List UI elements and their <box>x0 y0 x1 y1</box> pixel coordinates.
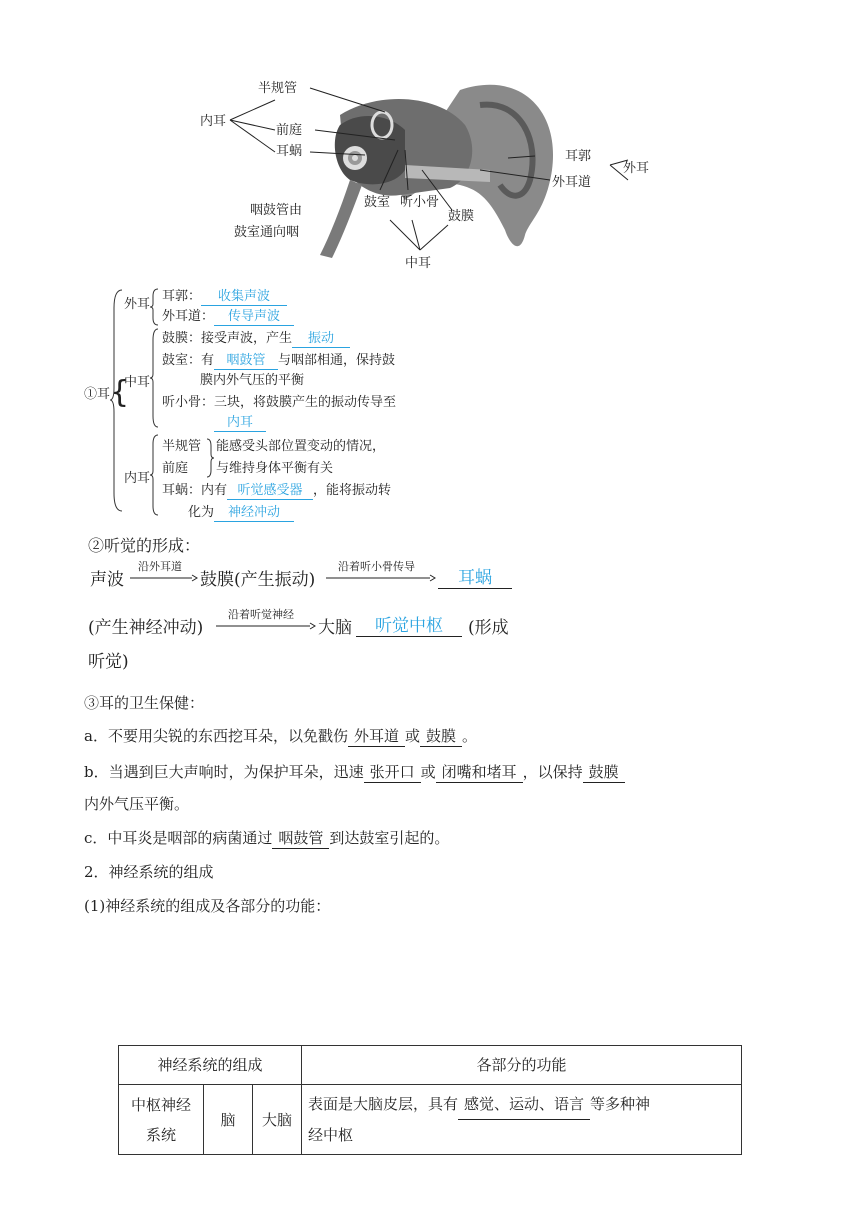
health-c-pre: c．中耳炎是咽部的病菌通过 <box>84 829 273 847</box>
cell-cns <box>119 1085 204 1155</box>
canal-label: 外耳道： <box>162 309 215 324</box>
label-auricle: 耳郭 <box>565 149 592 164</box>
canal-row <box>162 308 294 326</box>
vest-label: 前庭 <box>162 461 189 476</box>
cochlea-answer2: 神经冲动 <box>214 504 294 522</box>
label-eardrum: 鼓膜 <box>448 209 475 224</box>
table-row <box>119 1085 742 1155</box>
cochlea-label: 耳蜗：内有 <box>162 483 228 498</box>
canal-answer: 传导声波 <box>214 308 294 326</box>
func-pre: 表面是大脑皮层，具有 <box>308 1095 459 1113</box>
health-c <box>84 828 449 849</box>
tree-outer: 外耳 <box>124 297 151 312</box>
auricle-label: 耳郭： <box>162 289 202 304</box>
cavity-row <box>162 352 395 370</box>
middle-brace <box>150 328 160 428</box>
cavity-line2: 膜内外气压的平衡 <box>200 373 305 388</box>
ear-illustration <box>190 70 670 280</box>
health-b-ans3: 鼓膜 <box>583 762 625 783</box>
label-ear-canal: 外耳道 <box>552 175 592 190</box>
flow-answer2 <box>356 616 462 637</box>
tree-inner: 内耳 <box>124 471 151 486</box>
hearing-title: ②听觉的形成： <box>88 536 201 555</box>
answer-cochlea: 耳蜗 <box>438 568 512 589</box>
health-b <box>84 762 625 783</box>
arrow1-label: 沿外耳道 <box>138 560 182 573</box>
health-b-mid: 或 <box>420 763 436 781</box>
health-a-mid: 或 <box>404 727 420 745</box>
cell-cns-line2: 系统 <box>145 1125 176 1144</box>
semi-desc1: 能感受头部位置变动的情况， <box>216 439 386 454</box>
arrow1 <box>130 574 198 582</box>
label-tympanic-cavity: 鼓室 <box>364 195 391 210</box>
root-brace: { <box>110 375 130 410</box>
tree-middle: 中耳 <box>124 375 151 390</box>
flow-eardrum: 鼓膜(产生振动) <box>200 570 316 590</box>
cavity-label: 鼓室：有 <box>162 353 215 368</box>
drum-row <box>162 330 350 348</box>
flow-form: (形成 <box>468 618 509 638</box>
root-brace-svg <box>110 288 124 513</box>
health-c-end: 到达鼓室引起的。 <box>329 829 450 847</box>
health-a-ans1: 外耳道 <box>348 726 405 747</box>
health-b-line2: 内外气压平衡。 <box>84 795 190 813</box>
tree-root: ①耳 <box>84 387 111 402</box>
ossicle-answer: 内耳 <box>214 414 266 432</box>
func-post: 等多种神 <box>590 1095 651 1113</box>
arrow2 <box>326 574 436 582</box>
table-header-row <box>119 1046 742 1085</box>
health-b-mid2: ，以保持 <box>522 763 583 781</box>
health-a-ans2: 鼓膜 <box>420 726 462 747</box>
section2-sub: (1)神经系统的组成及各部分的功能： <box>84 897 331 915</box>
health-a-end: 。 <box>462 727 478 745</box>
header-function: 各部分的功能 <box>302 1046 742 1085</box>
flow-sound: 声波 <box>90 570 124 590</box>
cavity-rest: 与咽部相通，保持鼓 <box>278 353 396 368</box>
cell-brain: 脑 <box>204 1085 253 1155</box>
cochlea-rest: ，能将振动转 <box>313 483 392 498</box>
cochlea-answer: 听觉感受器 <box>227 482 313 500</box>
flow-impulse: (产生神经冲动) <box>88 618 204 638</box>
ossicle-row: 听小骨：三块，将鼓膜产生的振动传导至 <box>162 395 397 410</box>
label-inner-ear: 内耳 <box>200 114 227 129</box>
hearing-formation <box>88 530 528 680</box>
auricle-answer: 收集声波 <box>201 288 287 306</box>
health-title: ③耳的卫生保健： <box>84 694 205 712</box>
answer-hearing-center: 听觉中枢 <box>356 616 462 637</box>
health-c-ans: 咽鼓管 <box>272 828 329 849</box>
arrow3-label: 沿着听觉神经 <box>228 608 294 621</box>
arrow3 <box>216 622 316 630</box>
health-a <box>84 726 477 747</box>
label-tube-2: 鼓室通向咽 <box>234 225 300 240</box>
health-b-ans1: 张开口 <box>364 762 421 783</box>
ear-diagram <box>190 70 670 280</box>
header-composition: 神经系统的组成 <box>119 1046 302 1085</box>
cochlea-row <box>162 482 391 500</box>
cell-cerebrum-function <box>302 1085 742 1155</box>
label-outer-ear: 外耳 <box>623 161 650 176</box>
label-vestibule: 前庭 <box>276 123 303 138</box>
ossicle-answer-row <box>214 414 266 432</box>
arrow2-label: 沿着听小骨传导 <box>338 560 415 573</box>
func-line2: 经中枢 <box>308 1126 354 1144</box>
semi-desc2: 与维持身体平衡有关 <box>216 461 334 476</box>
health-b-pre: b．当遇到巨大声响时，为保护耳朵，迅速 <box>84 763 364 781</box>
label-tube-1: 咽鼓管由 <box>250 203 303 218</box>
label-middle-ear: 中耳 <box>405 256 432 271</box>
nervous-system-table <box>118 1045 742 1155</box>
label-cochlea: 耳蜗 <box>276 144 303 159</box>
semi-label: 半规管 <box>162 439 202 454</box>
flow-answer1 <box>438 568 512 589</box>
drum-label: 鼓膜：接受声波，产生 <box>162 331 293 346</box>
cochlea-line2 <box>188 504 294 522</box>
cell-cns-line1: 中枢神经 <box>130 1095 191 1114</box>
section2-title: 2．神经系统的组成 <box>84 863 214 881</box>
func-answer: 感觉、运动、语言 <box>458 1089 590 1120</box>
ear-structure-tree <box>80 282 440 522</box>
cochlea-line2-label: 化为 <box>188 505 215 520</box>
cavity-answer: 咽鼓管 <box>214 352 278 370</box>
semi-brace <box>206 438 214 478</box>
flow-brain: 大脑 <box>318 618 352 638</box>
label-ossicles: 听小骨 <box>400 195 440 210</box>
health-b-ans2: 闭嘴和堵耳 <box>436 762 523 783</box>
outer-brace <box>150 288 160 326</box>
health-a-pre: a．不要用尖锐的东西挖耳朵，以免戳伤 <box>84 727 348 745</box>
drum-answer: 振动 <box>292 330 350 348</box>
label-semicircular: 半规管 <box>258 81 298 96</box>
flow-hearing: 听觉) <box>88 652 129 672</box>
cell-cerebrum: 大脑 <box>253 1085 302 1155</box>
auricle-row <box>162 288 287 306</box>
inner-brace <box>150 434 160 516</box>
